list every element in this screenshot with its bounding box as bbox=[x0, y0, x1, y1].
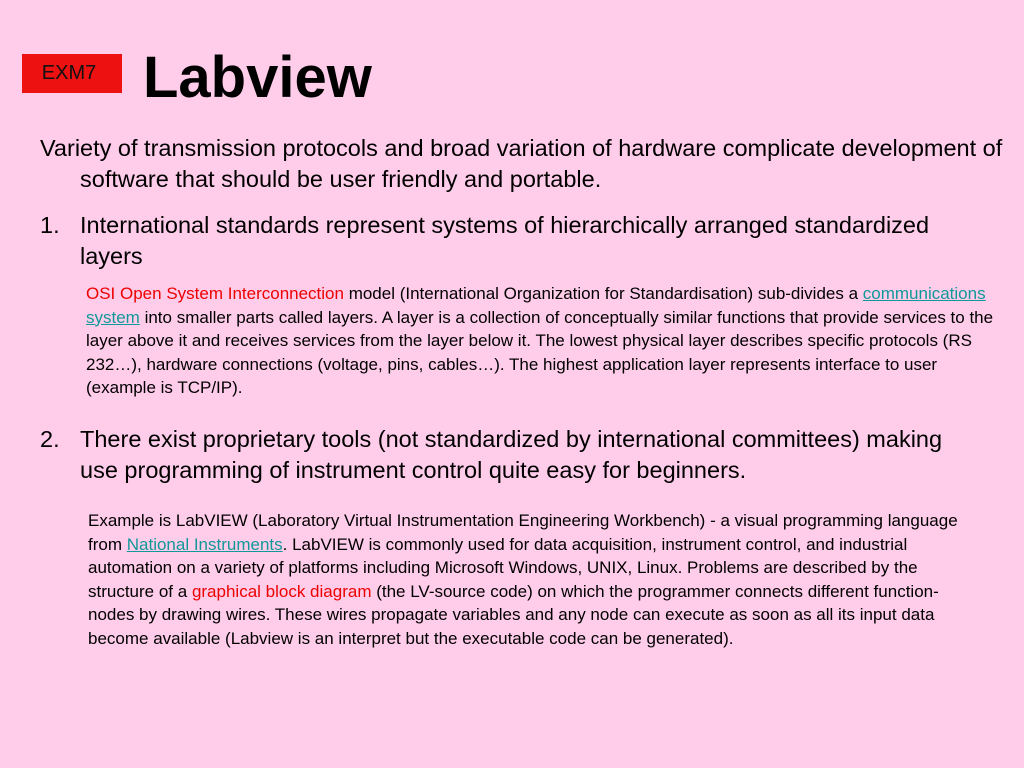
labview-text-c: (the LV-source code) on which the programmer connects different function-nodes by drawing wires. These wires propagate variables and any node can execute as soon as all its input data become available (Labview is an interpret but the executable code can be generated). bbox=[88, 581, 939, 648]
slide-badge: EXM7 bbox=[22, 54, 122, 93]
numbered-point-1 bbox=[40, 210, 980, 272]
national-instruments-link[interactable]: National Instruments bbox=[126, 534, 283, 554]
point-number: 1. bbox=[40, 212, 60, 238]
point-text: There exist proprietary tools (not standardized by international committees) making use programming of instrument control quite easy for beginners. bbox=[80, 426, 943, 483]
graphical-block-diagram-highlight: graphical block diagram bbox=[191, 581, 372, 601]
labview-text-b: . LabVIEW is commonly used for data acquisition, instrument control, and industrial automation on a variety of platforms including Microsoft Windows, UNIX, Linux. Problems are described by the structure of a bbox=[88, 534, 918, 601]
osi-text-a: model (International Organization for Standardisation) sub-divides a bbox=[343, 284, 863, 303]
osi-highlight: OSI Open System Interconnection bbox=[86, 284, 344, 303]
intro-paragraph: Variety of transmission protocols and broad variation of hardware complicate development of software that should be user friendly and portable. bbox=[40, 135, 1003, 192]
numbered-point-2 bbox=[40, 424, 980, 486]
communications-system-link[interactable]: communications system bbox=[86, 284, 986, 327]
labview-text-a: Example is LabVIEW (Laboratory Virtual Instrumentation Engineering Workbench) - a visual programming language from bbox=[88, 511, 958, 554]
slide-title: Labview bbox=[143, 45, 372, 110]
point-number: 2. bbox=[40, 426, 60, 452]
labview-detail-paragraph bbox=[88, 509, 978, 650]
osi-text-b: into smaller parts called layers. A layer is a collection of conceptually similar functions that provide services to the layer above it and receives services from the layer below it. The lowest physical layer describes specific protocols (RS 232…), hardware connections (voltage, pins, cables…). The highest application layer represents interface to user (example is TCP/IP). bbox=[86, 307, 994, 397]
point-text: International standards represent systems of hierarchically arranged standardized layers bbox=[80, 212, 930, 269]
osi-detail-paragraph bbox=[86, 282, 998, 400]
